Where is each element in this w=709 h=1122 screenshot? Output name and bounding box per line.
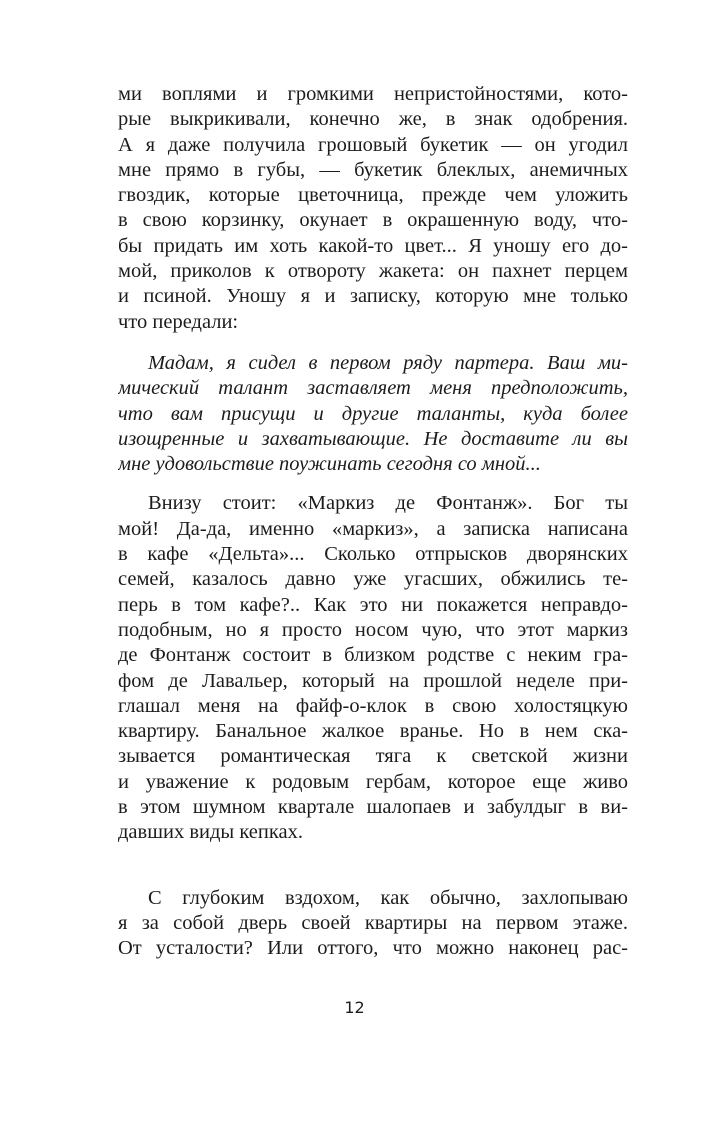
text-line: мический талант заставляет меня предположить,	[118, 377, 628, 400]
text-line: мне прямо в губы, — букетик блеклых, анемичных	[118, 158, 628, 181]
page-body	[118, 82, 628, 962]
text-line: бы придать им хоть какой-то цвет... Я уношу его до-	[118, 234, 628, 257]
text-line: А я даже получила грошовый букетик — он угодил	[118, 133, 628, 156]
note-quote	[118, 351, 628, 477]
text-line: семей, казалось давно уже угасших, обжились те-	[118, 568, 628, 591]
text-line: ми воплями и громкими непристойностями, кото-	[118, 83, 628, 105]
spacer	[118, 477, 628, 491]
text-line: давших виды кепках.	[118, 821, 303, 844]
text-line: рые выкрикивали, конечно же, в знак одобрения.	[118, 108, 628, 131]
text-line: де Фонтанж состоит в близком родстве с неким гра-	[118, 644, 628, 667]
text-line: зывается романтическая тяга к светской жизни	[118, 745, 628, 768]
section-break	[118, 846, 628, 886]
page-number: 12	[344, 998, 365, 1017]
paragraph-2	[118, 491, 628, 845]
text-line: в свою корзинку, окунает в окрашенную воду, что-	[118, 209, 628, 232]
text-line: в этом шумном квартале шалопаев и забулдыг в ви-	[118, 796, 628, 819]
spacer	[118, 335, 628, 351]
text-line: фом де Лавальер, который на прошлой неделе при-	[118, 669, 628, 692]
text-line: От усталости? Или оттого, что можно наконец рас-	[118, 937, 628, 960]
text-line: С глубоким вздохом, как обычно, захлопываю	[148, 886, 628, 909]
text-line: изощренные и захватывающие. Не доставите ли вы	[118, 427, 628, 450]
paragraph-3	[118, 886, 628, 962]
text-line: подобным, но я просто носом чую, что этот маркиз	[118, 618, 628, 641]
text-line: мой, приколов к отвороту жакета: он пахнет перцем	[118, 260, 628, 283]
text-line: в кафе «Дельта»... Сколько отпрысков дворянских	[118, 543, 628, 566]
text-line: и уважение к родовым гербам, которое еще живо	[118, 770, 628, 793]
text-line: мне удовольствие поужинать сегодня со мной...	[118, 453, 541, 476]
text-line: что вам присущи и другие таланты, куда более	[118, 402, 628, 425]
text-line: мой! Да-да, именно «маркиз», а записка написана	[118, 517, 628, 540]
text-line: квартиру. Банальное жалкое вранье. Но в нем ска-	[118, 720, 628, 743]
text-line: Внизу стоит: «Маркиз де Фонтанж». Бог ты	[148, 492, 628, 515]
text-line: что передали:	[118, 310, 239, 333]
text-line: перь в том кафе?.. Как это ни покажется неправдо-	[118, 593, 628, 616]
text-line: и псиной. Уношу я и записку, которую мне только	[118, 285, 628, 308]
text-line: я за собой дверь своей квартиры на первом этаже.	[118, 911, 628, 934]
text-line: Мадам, я сидел в первом ряду партера. Ваш ми-	[148, 351, 628, 374]
text-line: глашал меня на файф-о-клок в свою холостяцкую	[118, 694, 628, 717]
text-line: гвоздик, которые цветочница, прежде чем уложить	[118, 184, 628, 207]
paragraph-1	[118, 82, 628, 335]
